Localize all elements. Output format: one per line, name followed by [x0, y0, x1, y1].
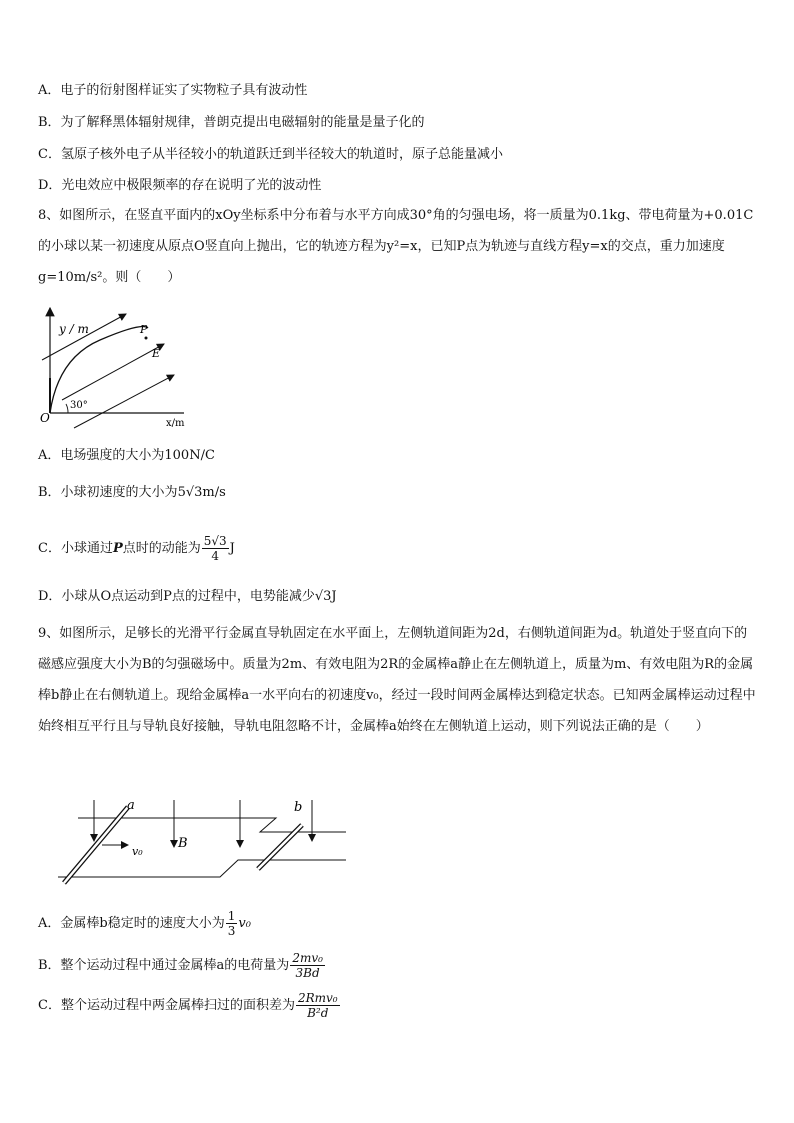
q8-stem: 8、如图所示，在竖直平面内的xOy坐标系中分布着与水平方向成30°角的匀强电场，将一质量为0.1kg、带电荷量为+0.01C的小球以某一初速度从原点O竖直向上抛出，它的轨迹方程为y²=x，已知P点为轨迹与直线方程y=x的交点，重力加速度g=10m/s²。则（ ）: [38, 208, 754, 285]
field-line-bottom: [74, 375, 174, 428]
field-line-top: [42, 314, 126, 360]
q7-option-c: C．氢原子核外电子从半径较小的轨道跃迁到半径较大的轨道时，原子总能量减小: [38, 147, 503, 162]
q9-option-c-fraction: [296, 991, 340, 1020]
q9-option-a-num: 1: [227, 909, 236, 923]
q9-option-a-den: 3: [227, 924, 236, 938]
label-v0: v₀: [132, 845, 143, 858]
point-p: [145, 337, 148, 340]
q8-option-d-value: √3J: [314, 589, 337, 604]
q9-option-c-num: 2Rmv₀: [297, 991, 338, 1005]
q9-option-a: [38, 909, 251, 938]
q8-option-c-unit: J: [229, 541, 235, 556]
point-p-label: P: [140, 323, 148, 336]
q8-option-d: [38, 587, 337, 607]
q8-option-c-num: 5√3: [203, 534, 227, 548]
q7-option-a: A．电子的衍射图样证实了实物粒子具有波动性: [38, 83, 308, 98]
q9-option-b-num: 2mv₀: [292, 951, 323, 965]
q9-stem: 9、如图所示，足够长的光滑平行金属直导轨固定在水平面上，左侧轨道间距为2d，右侧轨道间距为d。轨道处于竖直向下的磁感应强度大小为B的匀强磁场中。质量为2m、有效电阻为2R的金属棒a静止在左侧轨道上，质量为m、有效电阻为R的金属棒b静止在右侧轨道上。现给金属棒a一水平向右的初速度v₀，经过一段时间两金属棒达到稳定状态。已知两金属棒运动过程中始终相互平行且与导轨良好接触，导轨电阻忽略不计，金属棒a始终在左侧轨道上运动，则下列说法正确的是（ ）: [38, 626, 756, 734]
q8-option-b: [38, 483, 226, 503]
q8-trajectory-figure: [36, 300, 196, 430]
q7-option-b: B．为了解释黑体辐射规律，普朗克提出电磁辐射的能量是量子化的: [38, 115, 425, 130]
x-axis-label: x/m: [166, 418, 185, 429]
label-b: b: [294, 800, 303, 815]
q9-option-b: [38, 951, 326, 980]
q8-option-c-den: 4: [211, 549, 220, 563]
angle-label: 30°: [70, 400, 88, 411]
q9-option-c: [38, 991, 341, 1020]
q9-option-c-den: B²d: [307, 1006, 329, 1020]
y-axis-label: y / m: [59, 322, 89, 336]
q8-option-c-point: P: [112, 541, 123, 556]
q8-option-a: A．电场强度的大小为100N/C: [38, 448, 215, 463]
q8-option-b-value: 5√3m/s: [177, 485, 226, 500]
rail-bottom: [58, 860, 346, 877]
q9-rails-figure: [50, 795, 350, 885]
q9-option-a-unit: v₀: [238, 916, 251, 931]
q8-option-c-fraction: [202, 534, 229, 563]
q7-option-d: D．光电效应中极限频率的存在说明了光的波动性: [38, 178, 322, 193]
origin-label: O: [40, 411, 50, 425]
q8-option-c-mid: 点时的动能为: [122, 541, 201, 556]
q8-option-c: [38, 534, 235, 563]
q9-option-b-fraction: [290, 951, 325, 980]
label-B: B: [178, 836, 188, 851]
point-e-label: E: [152, 347, 161, 360]
trajectory-curve: [50, 327, 148, 414]
field-line-mid: [62, 344, 164, 400]
q9-option-a-fraction: [226, 909, 238, 938]
q8-option-d-text: O点运动到P点的过程中，电势能减少: [100, 589, 315, 604]
q9-option-b-prefix: B．整个运动过程中通过金属棒a的电荷量为: [38, 958, 290, 973]
q8-option-c-prefix: C．小球通过: [38, 541, 113, 556]
q9-option-a-prefix: A．金属棒b稳定时的速度大小为: [38, 916, 225, 931]
q9-option-c-prefix: C．整个运动过程中两金属棒扫过的面积差为: [38, 998, 295, 1013]
q8-option-b-text: B．小球初速度的大小为: [38, 485, 178, 500]
q9-option-b-den: 3Bd: [295, 966, 320, 980]
label-a: a: [127, 798, 135, 813]
q8-option-d-prefix: D．小球从: [38, 589, 101, 604]
